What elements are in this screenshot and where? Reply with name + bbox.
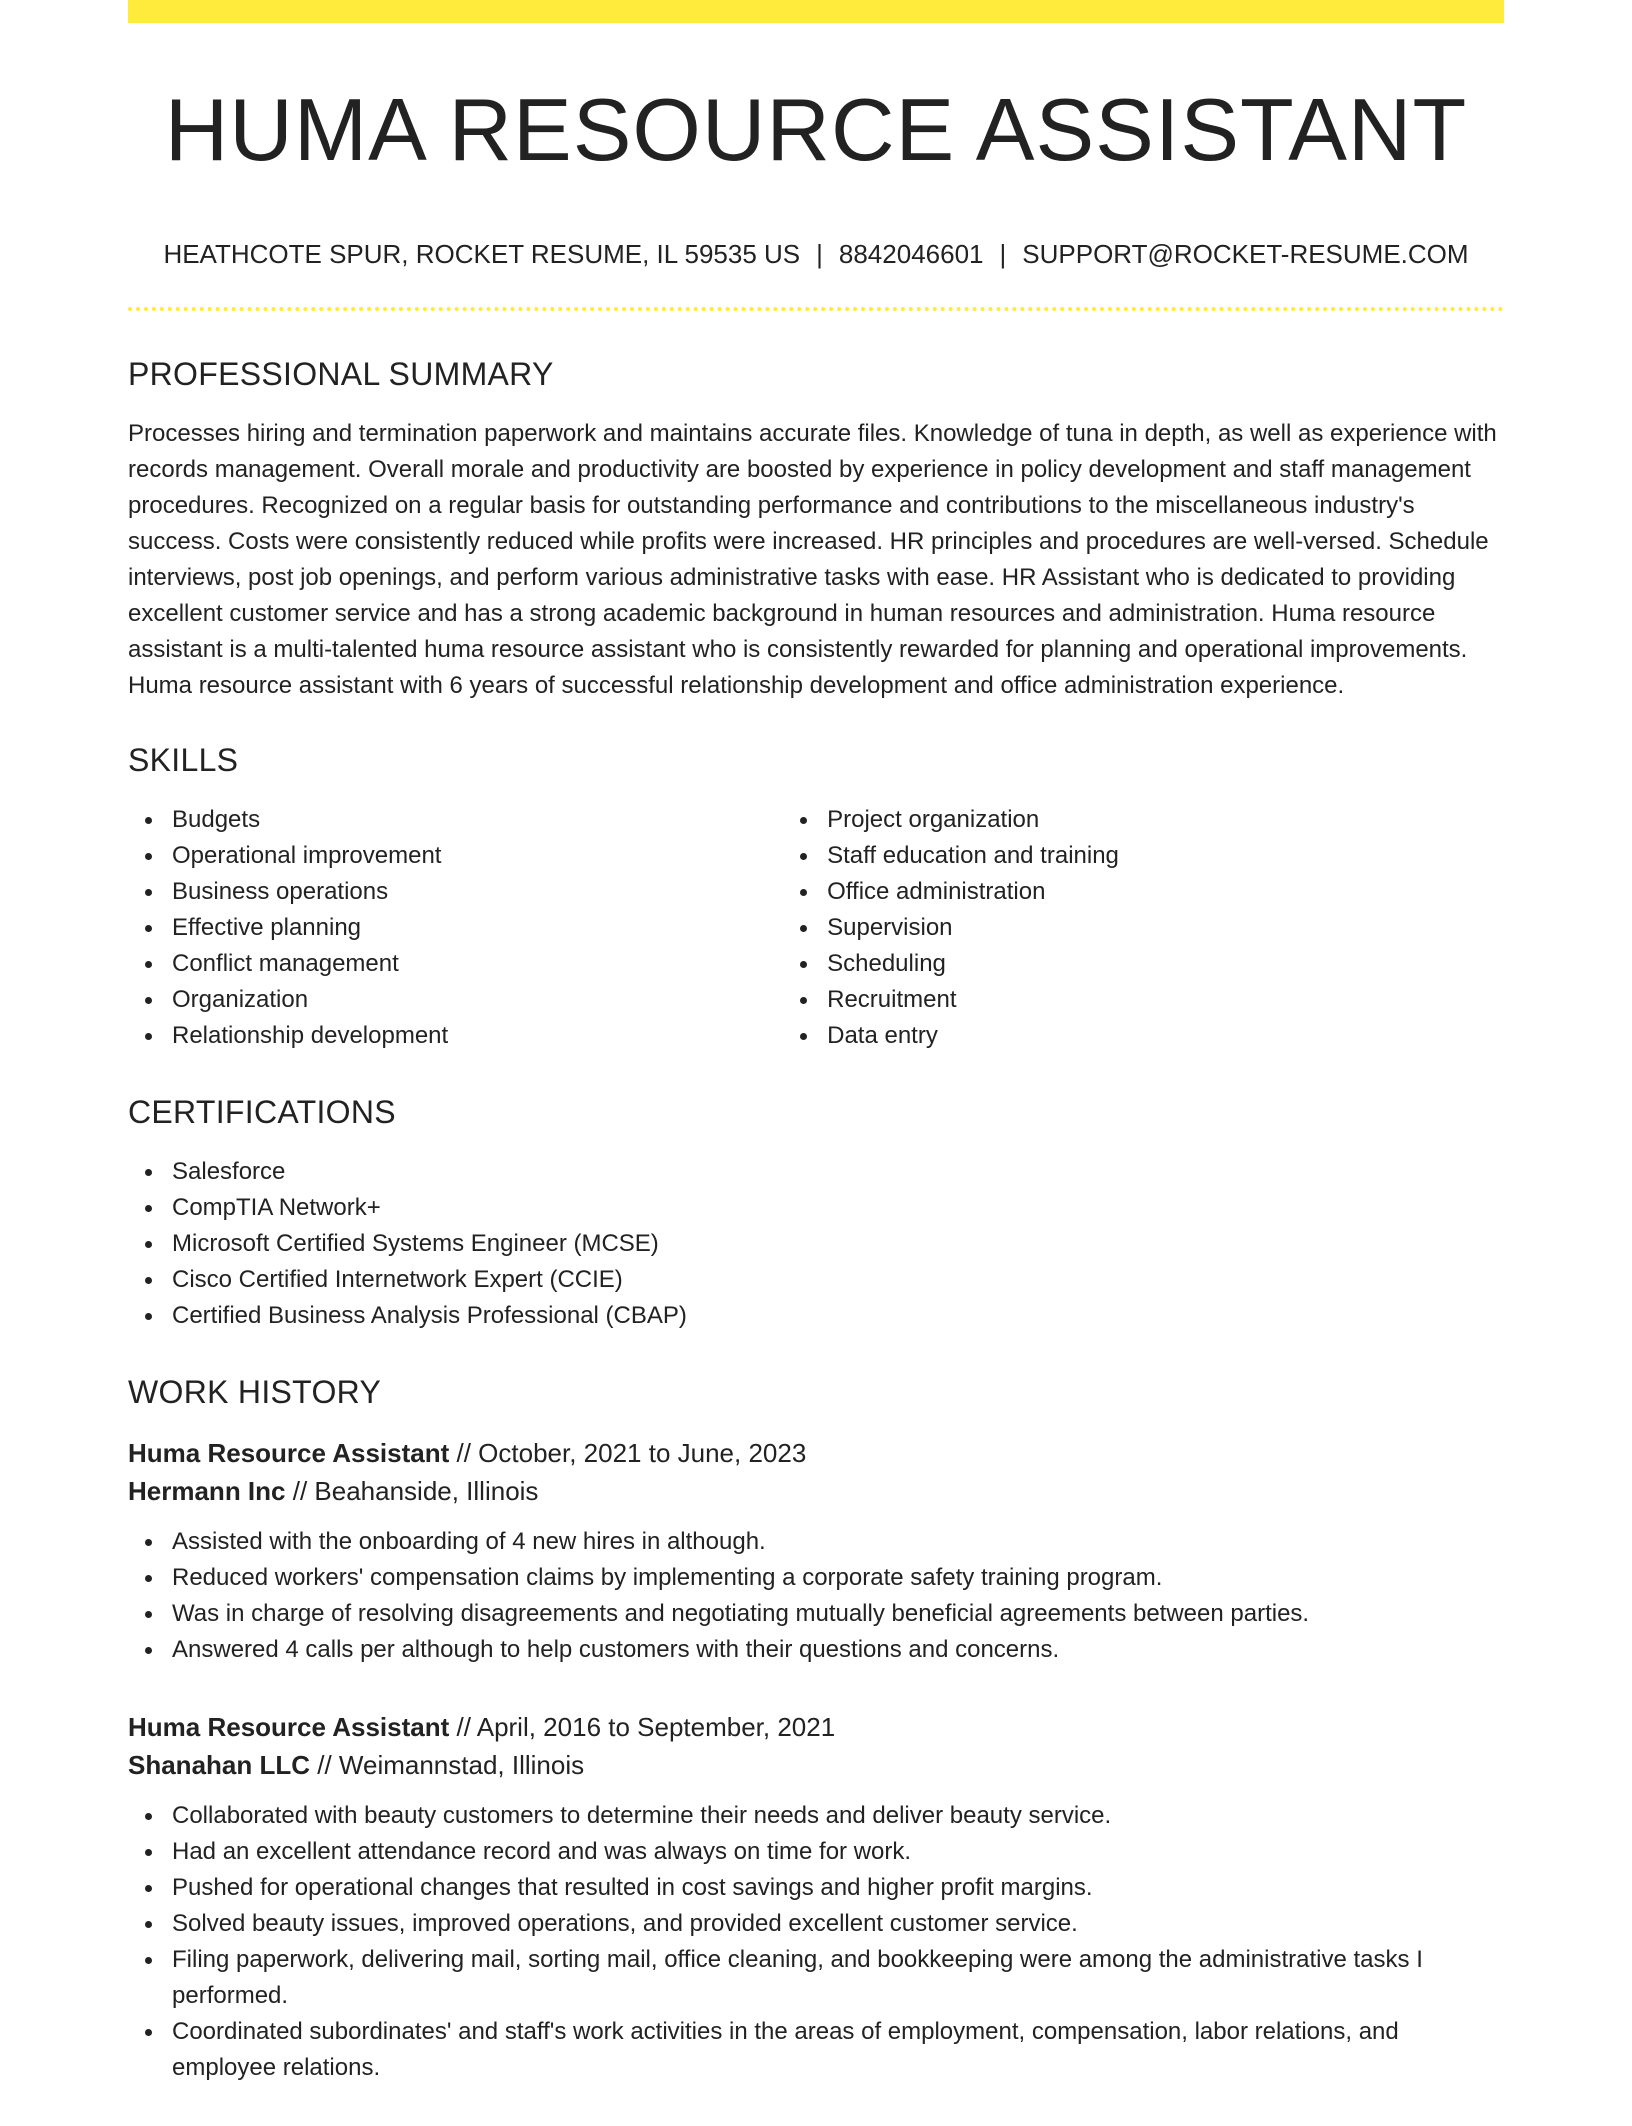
- skill-item: Supervision: [827, 910, 1504, 946]
- job-location: // Beahanside, Illinois: [285, 1476, 539, 1506]
- skills-title: SKILLS: [128, 742, 239, 778]
- skills-section: [128, 738, 1504, 1054]
- job-position: Huma Resource Assistant: [128, 1438, 450, 1468]
- work-history-title: WORK HISTORY: [128, 1374, 382, 1410]
- job-duty-item: Coordinated subordinates' and staff's work activities in the areas of employment, compensation, labor relations, and employee relations.: [172, 2014, 1504, 2086]
- summary-text: Processes hiring and termination paperwork and maintains accurate files. Knowledge of tuna in depth, as well as experience with records management. Overall morale and productivity are boosted by experience in policy development and staff management procedures. Recognized on a regular basis for outstanding performance and contributions to the miscellaneous industry's success. Costs were consistently reduced while profits were increased. HR principles and procedures are well-versed. Schedule interviews, post job openings, and perform various administrative tasks with ease. HR Assistant who is dedicated to providing excellent customer service and has a strong academic background in human resources and administration. Huma resource assistant is a multi-talented huma resource assistant who is consistently rewarded for planning and operational improvements. Huma resource assistant with 6 years of successful relationship development and office administration experience.: [128, 420, 1497, 699]
- job-company-line: [128, 1746, 1504, 1784]
- work-history-section: [128, 1370, 1504, 2086]
- contact-phone: 8842046601: [838, 239, 984, 269]
- job-company: Shanahan LLC: [128, 1750, 311, 1780]
- contact-line: [128, 236, 1504, 272]
- skill-item: Data entry: [827, 1018, 1504, 1054]
- resume-body: [128, 352, 1504, 2126]
- certification-item: CompTIA Network+: [172, 1190, 1504, 1226]
- certification-item: Certified Business Analysis Professional (CBAP): [172, 1298, 1504, 1334]
- skill-item: Operational improvement: [172, 838, 783, 874]
- contact-separator: |: [816, 239, 823, 269]
- contact-address: HEATHCOTE SPUR, ROCKET RESUME, IL 59535 US: [163, 239, 801, 269]
- skill-item: Business operations: [172, 874, 783, 910]
- job-entry: [128, 1434, 1504, 1668]
- certifications-list: [128, 1154, 1504, 1334]
- job-duties-list: [128, 1524, 1504, 1668]
- skill-item: Recruitment: [827, 982, 1504, 1018]
- skill-item: Project organization: [827, 802, 1504, 838]
- summary-title: PROFESSIONAL SUMMARY: [128, 356, 554, 392]
- certification-item: Salesforce: [172, 1154, 1504, 1190]
- contact-separator: |: [999, 239, 1007, 269]
- skill-item: Organization: [172, 982, 783, 1018]
- job-duties-list: [128, 1798, 1504, 2086]
- skill-item: Staff education and training: [827, 838, 1504, 874]
- certifications-title: CERTIFICATIONS: [128, 1094, 396, 1130]
- accent-top-bar: [128, 0, 1504, 23]
- job-duty-item: Collaborated with beauty customers to determine their needs and deliver beauty service.: [172, 1798, 1504, 1834]
- job-duty-item: Was in charge of resolving disagreements and negotiating mutually beneficial agreements between parties.: [172, 1596, 1504, 1632]
- job-duty-item: Filing paperwork, delivering mail, sorting mail, office cleaning, and bookkeeping were among the administrative tasks I performed.: [172, 1942, 1504, 2014]
- job-duty-item: Answered 4 calls per although to help customers with their questions and concerns.: [172, 1632, 1504, 1668]
- job-dates: // April, 2016 to September, 2021: [449, 1712, 836, 1742]
- job-duty-item: Solved beauty issues, improved operations, and provided excellent customer service.: [172, 1906, 1504, 1942]
- skill-item: Relationship development: [172, 1018, 783, 1054]
- dotted-divider: [128, 307, 1504, 311]
- job-duty-item: Had an excellent attendance record and was always on time for work.: [172, 1834, 1504, 1870]
- skills-list-right: [783, 802, 1504, 1054]
- job-entry: [128, 1708, 1504, 2086]
- job-duty-item: Reduced workers' compensation claims by implementing a corporate safety training program.: [172, 1560, 1504, 1596]
- job-title-line: [128, 1434, 1504, 1472]
- certification-item: Cisco Certified Internetwork Expert (CCIE): [172, 1262, 1504, 1298]
- skills-list-left: [128, 802, 783, 1054]
- skill-item: Office administration: [827, 874, 1504, 910]
- job-location: // Weimannstad, Illinois: [310, 1750, 585, 1780]
- contact-email: SUPPORT@ROCKET-RESUME.COM: [1022, 239, 1469, 269]
- job-duty-item: Pushed for operational changes that resulted in cost savings and higher profit margins.: [172, 1870, 1504, 1906]
- skill-item: Conflict management: [172, 946, 783, 982]
- job-duty-item: Assisted with the onboarding of 4 new hires in although.: [172, 1524, 1504, 1560]
- certification-item: Microsoft Certified Systems Engineer (MCSE): [172, 1226, 1504, 1262]
- job-title-line: [128, 1708, 1504, 1746]
- job-company: Hermann Inc: [128, 1476, 286, 1506]
- skill-item: Effective planning: [172, 910, 783, 946]
- job-company-line: [128, 1472, 1504, 1510]
- skill-item: Scheduling: [827, 946, 1504, 982]
- job-dates: // October, 2021 to June, 2023: [449, 1438, 807, 1468]
- job-position: Huma Resource Assistant: [128, 1712, 450, 1742]
- summary-section: [128, 352, 1504, 704]
- certifications-section: [128, 1090, 1504, 1334]
- skills-columns: [128, 802, 1504, 1054]
- skill-item: Budgets: [172, 802, 783, 838]
- resume-name: HUMA RESOURCE ASSISTANT: [164, 80, 1468, 179]
